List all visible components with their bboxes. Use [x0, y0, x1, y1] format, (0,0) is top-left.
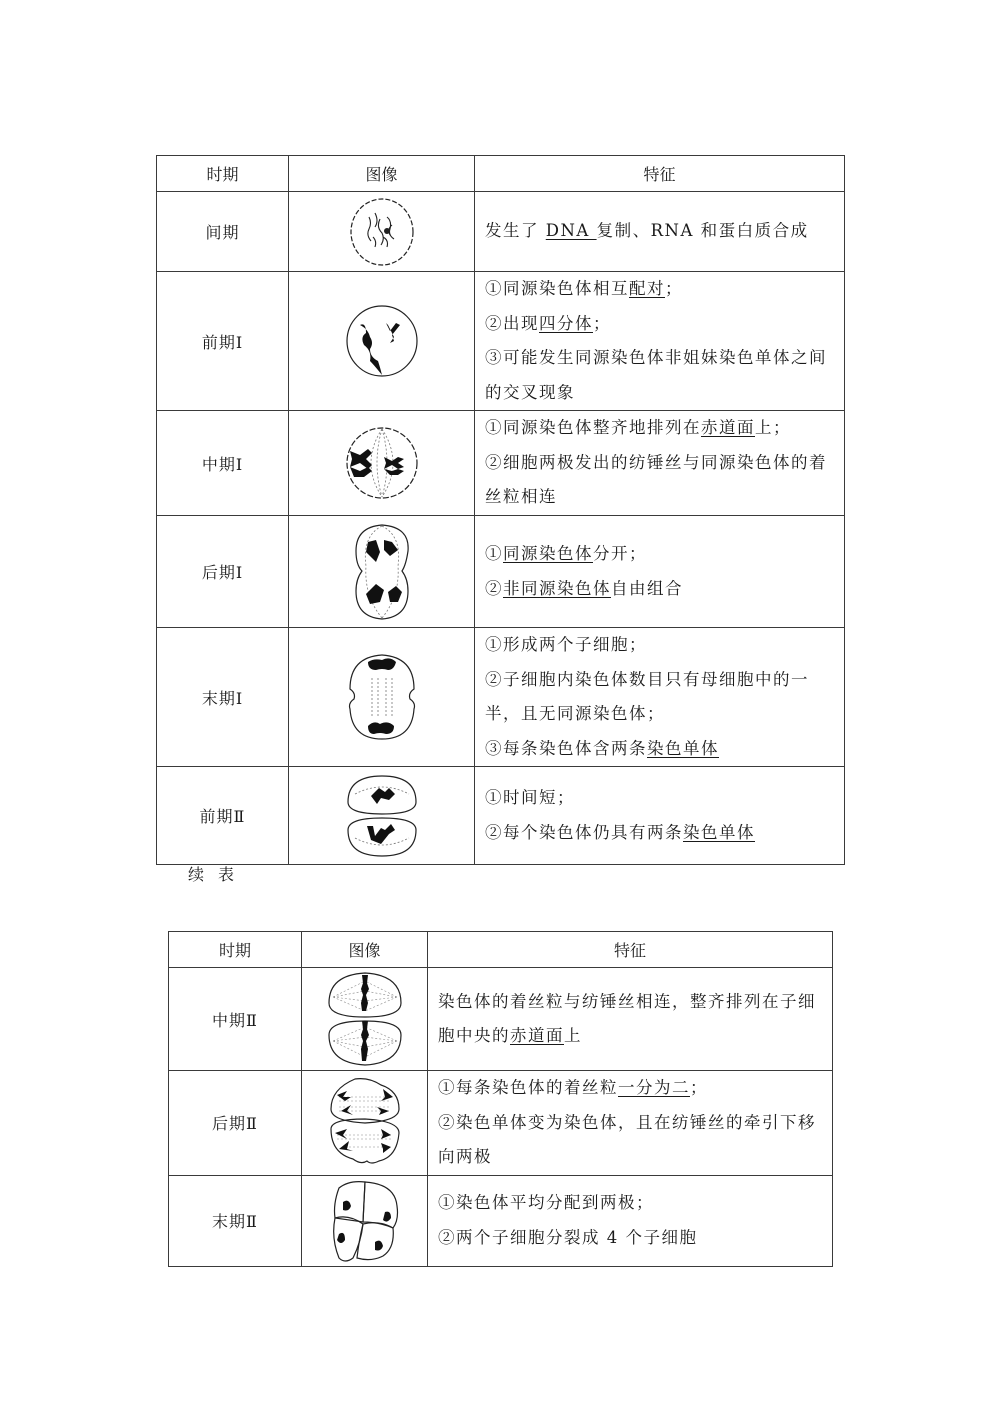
period-cell: 前期Ⅰ — [157, 272, 289, 411]
period-cell: 中期Ⅱ — [169, 968, 302, 1071]
header-period: 时期 — [157, 156, 289, 192]
header-period: 时期 — [169, 932, 302, 968]
table-row — [157, 272, 845, 411]
period-cell: 末期Ⅰ — [157, 628, 289, 767]
period-cell: 后期Ⅱ — [169, 1071, 302, 1176]
anaphase-2-cell-icon — [325, 1077, 405, 1169]
table-row — [169, 1175, 833, 1266]
table-row — [169, 1071, 833, 1176]
table-row — [157, 767, 845, 865]
telophase-2-cell-icon — [327, 1178, 403, 1264]
features-cell: ①每条染色体的着丝粒一分为二； ②染色单体变为染色体，且在纺锤丝的牵引下移 向两极 — [428, 1071, 833, 1176]
header-image: 图像 — [302, 932, 428, 968]
table-row — [157, 628, 845, 767]
metaphase-2-cell-icon — [325, 971, 405, 1067]
table-row — [169, 968, 833, 1071]
table-row — [157, 192, 845, 272]
period-cell: 中期Ⅰ — [157, 411, 289, 516]
period-cell: 后期Ⅰ — [157, 516, 289, 628]
feature-line: 发生了 DNA 复制、RNA 和蛋白质合成 — [485, 221, 809, 241]
meiosis-table-part-1 — [156, 155, 845, 865]
features-cell: ①染色体平均分配到两极； ②两个子细胞分裂成 4 个子细胞 — [428, 1175, 833, 1266]
table-row — [157, 516, 845, 628]
metaphase-1-cell-icon — [344, 425, 420, 501]
telophase-1-cell-icon — [346, 652, 418, 742]
meiosis-table-part-2 — [168, 931, 833, 1267]
features-cell: ①同源染色体相互配对； ②出现四分体； ③可能发生同源染色体非姐妹染色单体之间 的交叉现象 — [475, 272, 845, 411]
features-cell: ①时间短； ②每个染色体仍具有两条染色单体 — [475, 767, 845, 865]
features-cell: ①形成两个子细胞； ②子细胞内染色体数目只有母细胞中的一 半，且无同源染色体； ③每条染色体含两条染色单体 — [475, 628, 845, 767]
table-row — [157, 411, 845, 516]
prophase-2-cell-icon — [345, 774, 419, 858]
header-features: 特征 — [428, 932, 833, 968]
features-cell: 染色体的着丝粒与纺锤丝相连，整齐排列在子细 胞中央的赤道面上 — [428, 968, 833, 1071]
header-image: 图像 — [289, 156, 475, 192]
period-cell: 间期 — [157, 192, 289, 272]
interphase-cell-icon — [347, 197, 417, 267]
period-cell: 前期Ⅱ — [157, 767, 289, 865]
features-cell — [475, 192, 845, 272]
features-cell: ①同源染色体分开； ②非同源染色体自由组合 — [475, 516, 845, 628]
features-cell: ①同源染色体整齐地排列在赤道面上； ②细胞两极发出的纺锤丝与同源染色体的着 丝粒相连 — [475, 411, 845, 516]
continued-table-label: 续表 — [188, 865, 249, 884]
anaphase-1-cell-icon — [350, 522, 414, 622]
prophase-1-cell-icon — [344, 303, 420, 379]
period-cell: 末期Ⅱ — [169, 1175, 302, 1266]
header-features: 特征 — [475, 156, 845, 192]
